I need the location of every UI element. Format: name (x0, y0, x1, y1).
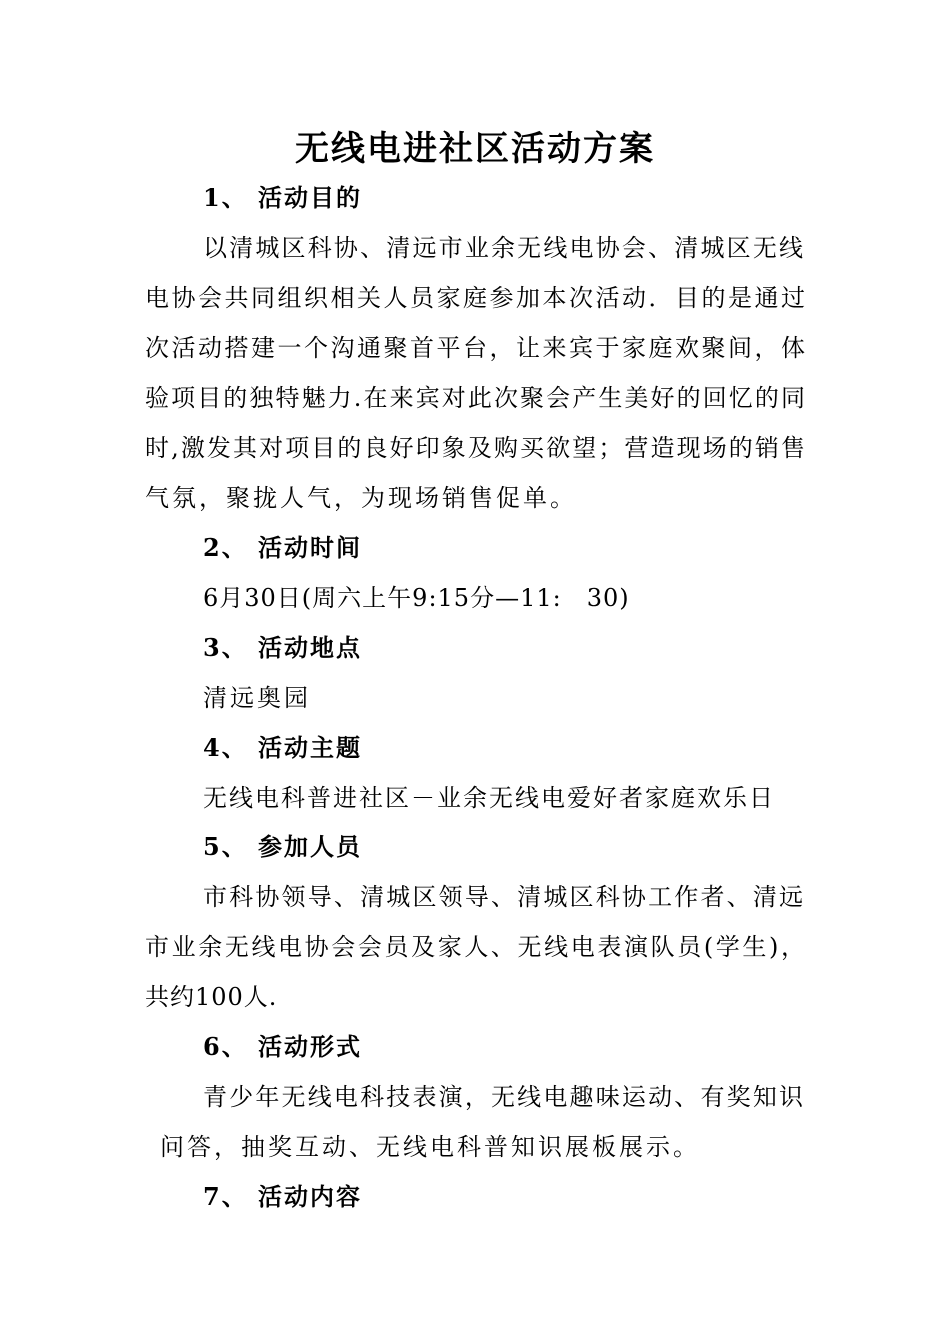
activity-theme-text: 无线电科普进社区－业余无线电爱好者家庭欢乐日 (203, 784, 775, 812)
paragraph-line: 市业余无线电协会会员及家人、无线电表演队员(学生)， (145, 933, 805, 961)
activity-location-text: 清远奥园 (203, 684, 311, 712)
activity-time-text: 6月30日(周六上午9:15分—11: 30) (203, 584, 630, 612)
section-heading-format: 6、 活动形式 (203, 1032, 363, 1061)
section-heading-theme: 4、 活动主题 (203, 733, 363, 762)
section-heading-content: 7、 活动内容 (203, 1182, 363, 1211)
section-heading-location: 3、 活动地点 (203, 633, 363, 662)
paragraph-line: 验项目的独特魅力.在来宾对此次聚会产生美好的回忆的同 (145, 384, 805, 412)
document-title: 无线电进社区活动方案 (295, 129, 655, 169)
paragraph-line: 青少年无线电科技表演，无线电趣味运动、有奖知识 (203, 1083, 803, 1111)
paragraph-line: 时,激发其对项目的良好印象及购买欲望；营造现场的销售 (145, 434, 805, 462)
paragraph-line: 市科协领导、清城区领导、清城区科协工作者、清远 (203, 883, 803, 911)
paragraph-line: 以清城区科协、清远市业余无线电协会、清城区无线 (203, 234, 803, 262)
paragraph-line: 气氛，聚拢人气，为现场销售促单。 (145, 484, 577, 512)
section-heading-time: 2、 活动时间 (203, 533, 363, 562)
paragraph-line: 共约100人. (145, 983, 278, 1011)
section-heading-purpose: 1、 活动目的 (203, 183, 363, 212)
paragraph-line: 电协会共同组织相关人员家庭参加本次活动．目的是通过 (145, 284, 805, 312)
paragraph-line: 问答，抽奖互动、无线电科普知识展板展示。 (160, 1133, 700, 1161)
paragraph-line: 次活动搭建一个沟通聚首平台，让来宾于家庭欢聚间，体 (145, 334, 805, 362)
section-heading-participants: 5、 参加人员 (203, 832, 363, 861)
